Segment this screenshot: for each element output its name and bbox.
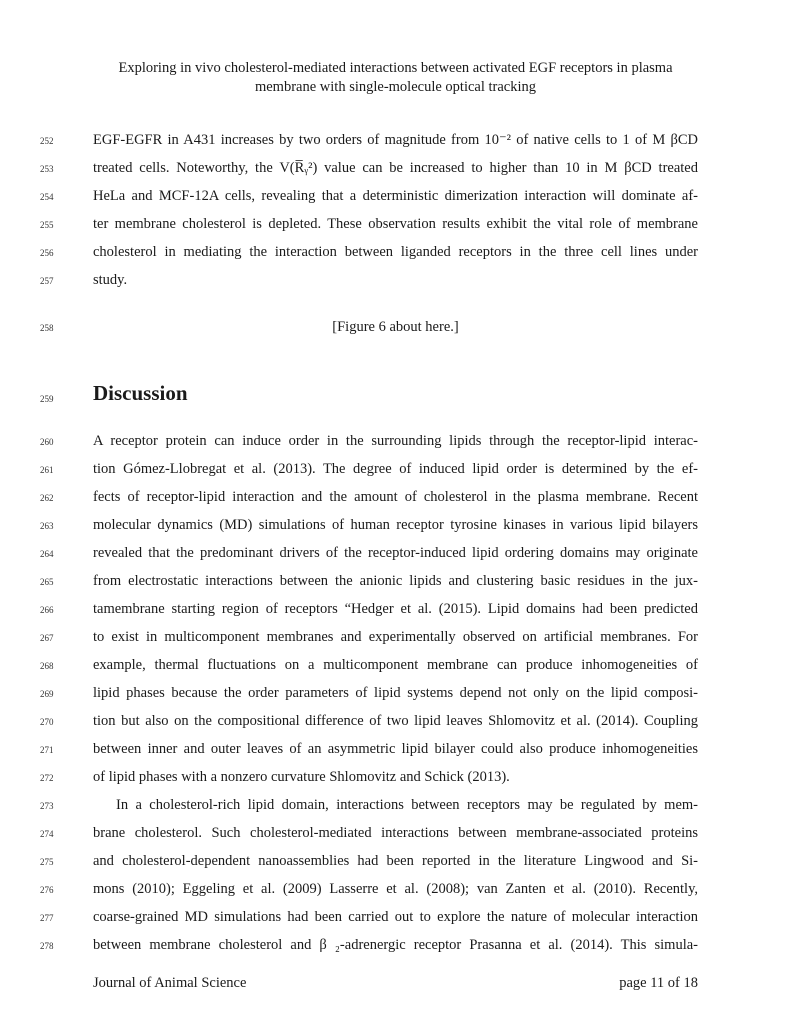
line-number: 253 [40, 164, 54, 174]
line-number: 272 [40, 773, 54, 783]
text-line [0, 739, 791, 767]
line-number: 268 [40, 661, 54, 671]
text-line [0, 823, 791, 851]
line-number: 277 [40, 913, 54, 923]
line-text: cholesterol in mediating the interaction between liganded receptors in the three cell lines under [93, 244, 698, 260]
header-title-line-2: membrane with single-molecule optical tracking [254, 79, 537, 95]
text-line [0, 879, 791, 907]
line-number: 252 [40, 136, 54, 146]
line-number: 276 [40, 885, 54, 895]
line-number: 258 [40, 323, 54, 333]
text-line [0, 795, 791, 823]
line-text: tion Gómez-Llobregat et al. (2013). The degree of induced lipid order is determined by the ef- [93, 461, 698, 477]
text-line [0, 270, 791, 298]
text-line [0, 599, 791, 627]
line-number: 259 [40, 394, 54, 404]
section-heading: Discussion [93, 381, 188, 405]
line-text: example, thermal fluctuations on a multicomponent membrane can produce inhomogeneities of [93, 657, 698, 673]
line-number: 254 [40, 192, 54, 202]
line-text: to exist in multicomponent membranes and experimentally observed on artificial membranes. For [93, 629, 698, 645]
figure-placeholder: [Figure 6 about here.] [332, 319, 459, 335]
line-number: 273 [40, 801, 54, 811]
line-number: 263 [40, 521, 54, 531]
line-text: tion but also on the compositional difference of two lipid leaves Shlomovitz et al. (2014). Coupling [93, 713, 698, 729]
text-line [0, 683, 791, 711]
line-text: fects of receptor-lipid interaction and the amount of cholesterol in the plasma membrane. Recent [93, 489, 698, 505]
text-line [0, 459, 791, 487]
text-line [0, 627, 791, 655]
footer-page-number: page 11 of 18 [619, 975, 698, 991]
text-line [0, 431, 791, 459]
line-number: 256 [40, 248, 54, 258]
text-line [0, 851, 791, 879]
text-line [0, 711, 791, 739]
line-text: lipid phases because the order parameters of lipid systems depend not only on the lipid composi- [93, 685, 698, 701]
line-text: study. [93, 272, 128, 288]
line-text: tamembrane starting region of receptors “Hedger et al. (2015). Lipid domains had been predicted [93, 601, 698, 617]
line-number: 265 [40, 577, 54, 587]
line-number: 267 [40, 633, 54, 643]
text-line [0, 655, 791, 683]
line-text: In a cholesterol-rich lipid domain, interactions between receptors may be regulated by mem- [116, 797, 698, 813]
text-line [0, 515, 791, 543]
line-number: 264 [40, 549, 54, 559]
line-number: 271 [40, 745, 54, 755]
text-line [0, 242, 791, 270]
figure-placeholder-line [0, 317, 791, 345]
line-text: A receptor protein can induce order in the surrounding lipids through the receptor-lipid interac- [93, 433, 698, 449]
text-line [0, 935, 791, 963]
line-text: EGF-EGFR in A431 increases by two orders of magnitude from 10⁻² of native cells to 1 of M βCD [93, 132, 698, 148]
text-line [0, 907, 791, 935]
text-line [0, 130, 791, 158]
line-text: HeLa and MCF-12A cells, revealing that a deterministic dimerization interaction will dominate af- [93, 188, 698, 204]
text-line [0, 214, 791, 242]
line-number: 260 [40, 437, 54, 447]
line-text: from electrostatic interactions between the anionic lipids and clustering basic residues in the jux- [93, 573, 698, 589]
text-line [0, 767, 791, 795]
line-number: 262 [40, 493, 54, 503]
running-header [60, 59, 731, 97]
line-text: molecular dynamics (MD) simulations of human receptor tyrosine kinases in various lipid bilayers [93, 517, 698, 533]
line-text: mons (2010); Eggeling et al. (2009) Lasserre et al. (2008); van Zanten et al. (2010). Recently, [93, 881, 698, 897]
text-line [0, 543, 791, 571]
line-text: coarse-grained MD simulations had been carried out to explore the nature of molecular interaction [93, 909, 698, 925]
line-text: ter membrane cholesterol is depleted. These observation results exhibit the vital role of membrane [93, 216, 698, 232]
section-heading-line [0, 381, 791, 416]
text-line [0, 186, 791, 214]
line-text: brane cholesterol. Such cholesterol-mediated interactions between membrane-associated proteins [93, 825, 698, 841]
line-text: of lipid phases with a nonzero curvature Shlomovitz and Schick (2013). [93, 769, 510, 785]
line-number: 261 [40, 465, 54, 475]
line-text: treated cells. Noteworthy, the V(R̅ᵧ²) value can be increased to higher than 10 in M βCD treated [93, 160, 698, 176]
footer-journal: Journal of Animal Science [93, 975, 247, 991]
text-line [0, 571, 791, 599]
line-number: 278 [40, 941, 54, 951]
line-number: 257 [40, 276, 54, 286]
header-title-line-1: Exploring in vivo cholesterol-mediated interactions between activated EGF receptors in plasma [118, 60, 673, 76]
line-number: 266 [40, 605, 54, 615]
text-line [0, 158, 791, 186]
line-number: 270 [40, 717, 54, 727]
line-number: 269 [40, 689, 54, 699]
line-text: between inner and outer leaves of an asymmetric lipid bilayer could also produce inhomogeneities [93, 741, 698, 757]
text-line [0, 487, 791, 515]
line-number: 275 [40, 857, 54, 867]
line-text: between membrane cholesterol and β ₂-adrenergic receptor Prasanna et al. (2014). This simula- [93, 937, 698, 953]
line-number: 255 [40, 220, 54, 230]
line-number: 274 [40, 829, 54, 839]
line-text: and cholesterol-dependent nanoassemblies had been reported in the literature Lingwood and Si- [93, 853, 698, 869]
line-text: revealed that the predominant drivers of the receptor-induced lipid ordering domains may originate [93, 545, 698, 561]
